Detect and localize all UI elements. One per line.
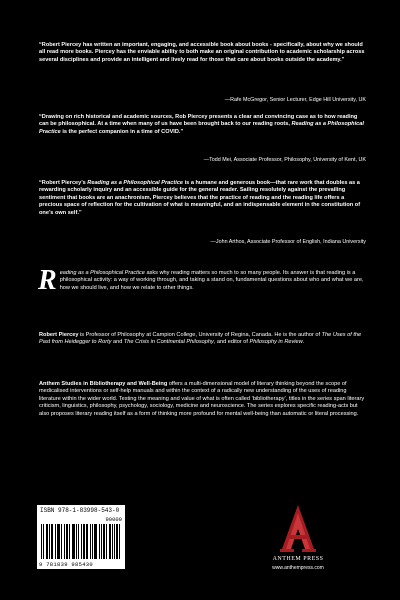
series-name: Anthem Studies in Bibliotherapy and Well-Being [39,381,168,387]
review-quote-3 [39,180,367,217]
author-bio-text-2: and [111,339,124,346]
review-attribution-3: —John Arthos, Associate Professor of English, Indiana University [210,239,366,245]
quote-2-book-title: Reading as a Philosophical Practice [39,121,364,135]
anthem-press-logo-icon [276,503,320,553]
review-quote-2 [39,114,367,136]
barcode-bar [74,524,75,559]
barcode-bars [41,524,121,559]
barcode-bar [87,524,88,559]
series-description [39,381,367,418]
barcode-bar [55,524,56,559]
barcode-bar [106,524,107,559]
quote-3-book-title: Reading as a Philosophical Practice [87,180,184,186]
barcode-bar [83,524,84,559]
author-bio [39,332,367,347]
isbn-barcode [37,505,125,569]
barcode-bar [51,524,52,559]
barcode-bar [94,524,95,559]
review-attribution-1: —Rafe McGregor, Senior Lecturer, Edge Hill University, UK [224,97,366,103]
dropcap-letter: R [38,265,57,296]
barcode-bar [47,524,48,559]
barcode-bar [66,524,67,559]
quote-2-text-b: is the perfect companion in a time of COVID.” [60,128,184,135]
barcode-bar [46,524,47,559]
barcode-bar [112,524,113,559]
barcode-bar [101,524,102,559]
barcode-bar [84,524,85,559]
author-journal: Philosophy in Review [249,339,303,346]
author-name: Robert Piercey [39,332,79,338]
publisher-name: ANTHEM PRESS [272,556,324,562]
isbn-number: ISBN 978-1-83998-543-0 [40,507,120,514]
barcode-bar [57,524,58,559]
barcode-bar [119,524,120,559]
barcode-bar [61,524,62,559]
book-description [38,265,367,296]
barcode-bar [64,524,65,559]
barcode-bar [76,524,77,559]
barcode-bar [69,524,70,559]
barcode-bar [99,524,100,559]
barcode-bar [78,524,79,559]
review-quote-1: “Robert Piercey has written an important, engaging, and accessible book about books - specifically, about why we should all read more books. Piercey has the enviable ability to both make an original contribution to academic scholarship across several disciplines and provide an intelligent and lively read for those that care about books outside the academy.” [39,42,365,63]
barcode-bar [117,524,118,559]
quote-2-text-a: “Drawing on rich historical and academic sources, Rob Piercey presents a clear and convincing case as to how reading can be philosophical. At a time when many of us have been brought back to our reading roots, [39,114,358,128]
author-book-2: The Crisis in Continental Philosophy [123,339,214,346]
barcode-bar [52,524,53,559]
barcode-bar [109,524,110,559]
barcode-bar [96,524,97,559]
barcode-bar [104,524,105,559]
barcode-bar [92,524,93,559]
barcode-bar [72,524,73,559]
book-title-rest: eading as a Philosophical Practice [59,270,145,276]
barcode-bar [110,524,111,559]
author-bio-text-4: . [302,339,305,346]
barcode-bar [81,524,82,559]
barcode-bar [67,524,68,559]
barcode-bar [41,524,42,559]
author-book-1: The Uses of the Past from Heidegger to Rorty [39,332,362,346]
series-text: offers a multi-dimensional model of literary thinking beyond the scope of medicalised interventions or self-help manuals and within the context of a radically new understanding of the uses of reading literature within the wider world. Testing the meaning and value of what is often called ‘bibliotherapy’, titles in the series span literary criticism, linguistics, philosophy, psychology, sociology, medicine and neuroscience. The series explores specific reading-acts but also proposes literary reading itself as a form of thinking more profound for mental well-being than automatic or literal processing. [39,381,365,417]
barcode-bar [86,524,87,559]
barcode-bar [58,524,59,559]
barcode-bar [95,524,96,559]
author-bio-text-3: , and editor of [213,339,250,346]
barcode-bar [59,524,60,559]
publisher-website: www.anthempress.com [272,565,324,571]
review-attribution-2: —Todd Mei, Associate Professor, Philosophy, University of Kent, UK [203,157,366,163]
barcode-digits: 9 781839 985430 [39,561,94,568]
barcode-bar [49,524,50,559]
barcode-bar [90,524,91,559]
barcode-bar [43,524,44,559]
barcode-bar [103,524,104,559]
quote-3-text-b: is a humane and generous book—that rare work that doubles as a rewarding scholarly inquiry and an accessible guide for the general reader. Sailing resolutely against the prevailing sentiment that books are an anachronism, Piercey believes that the practice of reading and the reading life offers a precious space of reflection for the cultivation of what is meaningful, and an indispensable element in the constitution of one’s own self.” [39,180,361,216]
price-code: 90000 [105,516,122,523]
quote-3-text-a: “Robert Piercey’s [39,180,88,186]
barcode-bar [73,524,74,559]
barcode-bar [116,524,117,559]
book-description-text: asks why reading matters so much to so many people. Its answer is that reading is a philosophical activity: a way of working through, and taking a stand on, fundamental questions about who and what we are, how we should live, and how we relate to other things. [59,270,364,291]
barcode-bar [114,524,115,559]
author-bio-text-1: is Professor of Philosophy at Campion College, University of Regina, Canada. He is the author of [78,332,322,338]
